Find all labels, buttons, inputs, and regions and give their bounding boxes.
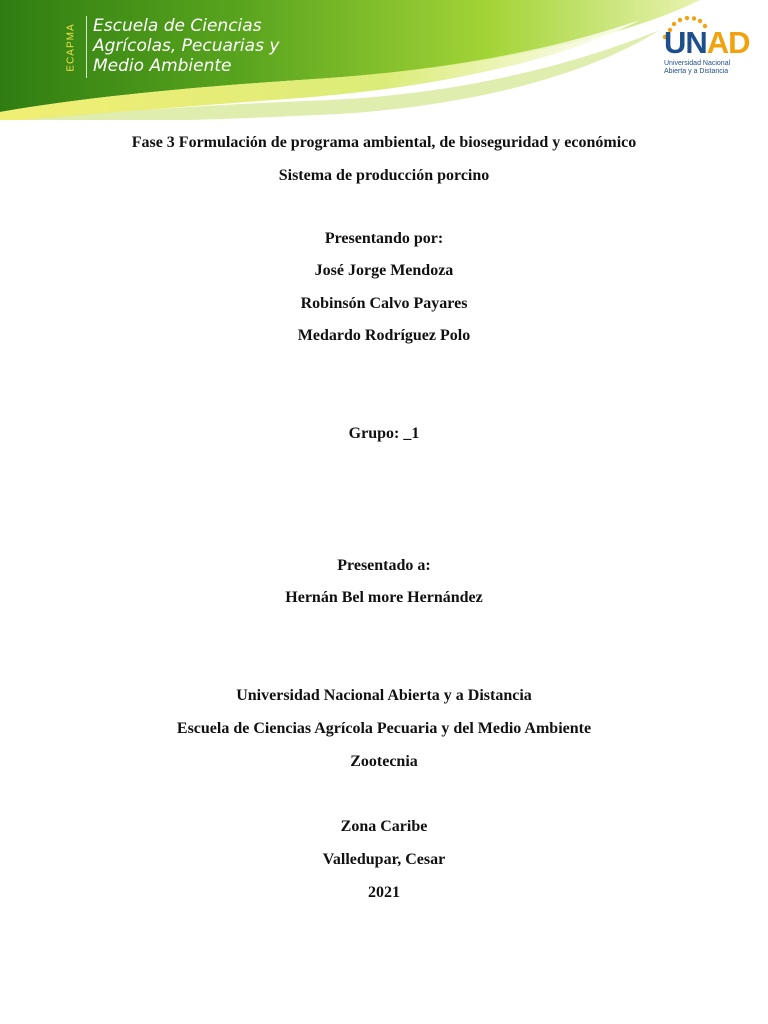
school-title (93, 16, 279, 76)
author-1: José Jorge Mendoza (314, 262, 454, 279)
presented-by-label: Presentando por: (324, 230, 444, 247)
year: 2021 (368, 884, 400, 901)
unad-subtitle: Universidad Nacional Abierta y a Distancia (664, 60, 731, 75)
presented-to-label: Presentado a: (337, 557, 431, 574)
header-banner (0, 0, 768, 120)
presented-to-name: Hernán Bel more Hernández (285, 589, 483, 606)
author-3: Medardo Rodríguez Polo (297, 327, 471, 344)
header-divider (86, 16, 87, 78)
document-subtitle: Sistema de producción porcino (278, 167, 490, 184)
city-name: Valledupar, Cesar (322, 851, 446, 868)
ecapma-vertical-label: ECAPMA (65, 22, 77, 72)
author-2: Robinsón Calvo Payares (300, 295, 468, 312)
university-name: Universidad Nacional Abierta y a Distancia (236, 687, 532, 704)
program-name: Zootecnia (350, 753, 418, 770)
document-title: Fase 3 Formulación de programa ambiental, de bioseguridad y económico (131, 134, 637, 151)
school-title-line-3: Medio Ambiente (93, 56, 232, 76)
group-label: Grupo: _1 (348, 425, 420, 442)
school-title-line-2: Agrícolas, Pecuarias y (93, 36, 280, 56)
school-title-line-1: Escuela de Ciencias (93, 16, 262, 36)
unad-wordmark: UNAD (664, 25, 750, 60)
zone-name: Zona Caribe (340, 818, 428, 835)
unad-logo (660, 16, 752, 82)
school-name: Escuela de Ciencias Agrícola Pecuaria y del Medio Ambiente (176, 720, 592, 737)
